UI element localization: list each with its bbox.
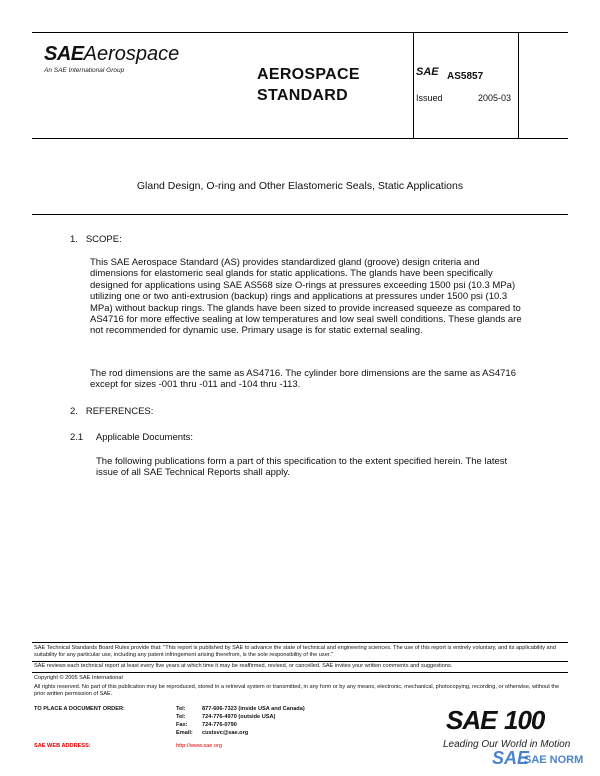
scope-paragraph-1: This SAE Aerospace Standard (AS) provides standardized gland (groove) design criteria and dimensions for elastomeric seal glands for static applications. The glands have been specifically designed for applications using SAE AS568 size O-rings at pressures exceeding 1500 psi (10.3 MPa) utilizing one or two anti-extrusion (backup) rings and applications at pressures under 1500 psi (10.3 MPa) without backup rings. The glands have been sized to provide increased squeeze as compared to AS4716 for more effective sealing at low temperatures and low seal swell conditions. These glands are not recommended for dynamic use. Primary usage is for static external sealing. bbox=[90, 257, 522, 337]
footer-policy-1: SAE Technical Standards Board Rules provide that: "This report is published by SAE to advance the state of technical and engineering sciences. The use of this report is entirely voluntary, and its applicability and suitability for any particular use, including any patent infringement arising therefrom, is the sole responsibility of the user." bbox=[34, 645, 556, 659]
tel-value: 877-606-7323 (inside USA and Canada) bbox=[202, 706, 305, 712]
order-label: TO PLACE A DOCUMENT ORDER: bbox=[34, 706, 125, 712]
header-divider-2 bbox=[518, 32, 519, 139]
logo-100-number: 100 bbox=[504, 705, 545, 735]
document-title: Gland Design, O-ring and Other Elastomeric Seals, Static Applications bbox=[136, 180, 464, 192]
logo-tagline: An SAE International Group bbox=[44, 67, 125, 74]
slogan: Leading Our World in Motion bbox=[443, 739, 571, 750]
sae-100-logo bbox=[446, 705, 566, 735]
sae-aerospace-logo bbox=[44, 43, 179, 66]
references-heading: 2. REFERENCES: bbox=[70, 406, 154, 417]
watermark-sae: SAE bbox=[492, 748, 530, 768]
header-bottom-rule bbox=[32, 138, 568, 139]
watermark-norm: SAE NORM bbox=[524, 754, 584, 766]
logo-100-sae: SAE bbox=[446, 705, 497, 735]
footer-rule-2 bbox=[32, 661, 568, 662]
footer-rule-3 bbox=[32, 672, 568, 673]
tel2-value: 724-776-4970 (outside USA) bbox=[202, 714, 276, 720]
doc-number: AS5857 bbox=[447, 71, 484, 82]
logo-sae-text: SAE bbox=[44, 43, 84, 65]
header-divider-1 bbox=[413, 32, 414, 139]
tel2-label: Tel: bbox=[176, 714, 186, 720]
issued-label: Issued bbox=[416, 93, 443, 103]
scope-heading: 1. SCOPE: bbox=[70, 234, 122, 245]
web-link[interactable]: http://www.sae.org bbox=[176, 743, 223, 749]
fax-value: 724-776-0790 bbox=[202, 722, 237, 728]
doc-type-line2: STANDARD bbox=[257, 87, 348, 104]
header-top-rule bbox=[32, 32, 568, 33]
footer-copyright: Copyright © 2005 SAE International bbox=[34, 675, 123, 681]
email-value: custsvc@sae.org bbox=[202, 730, 249, 736]
scope-paragraph-2: The rod dimensions are the same as AS4716. The cylinder bore dimensions are the same as AS4716 except for sizes -001 thru -011 and -104 thru -113. bbox=[90, 368, 516, 391]
footer-policy-2: SAE reviews each technical report at least every five years at which time it may be reaffirmed, revised, or cancelled. SAE invites your written comments and suggestions. bbox=[34, 663, 453, 669]
footer-rights: All rights reserved. No part of this publication may be reproduced, stored in a retrieval system or transmitted, in any form or by any means, electronic, mechanical, photocopying, recording, or otherwise, without the prior written permission of SAE. bbox=[34, 684, 560, 698]
logo-aerospace-text: Aerospace bbox=[83, 43, 180, 65]
footer-top-rule bbox=[32, 642, 568, 643]
applicable-documents-paragraph: The following publications form a part of this specification to the extent specified herein. The latest issue of all SAE Technical Reports shall apply. bbox=[96, 456, 508, 479]
sae-mark: SAE bbox=[416, 66, 439, 78]
web-label: SAE WEB ADDRESS: bbox=[34, 743, 91, 749]
title-bottom-rule bbox=[32, 214, 568, 215]
doc-type-line1: AEROSPACE bbox=[257, 66, 360, 83]
applicable-documents-heading: 2.1 Applicable Documents: bbox=[70, 432, 194, 443]
tel-label: Tel: bbox=[176, 706, 186, 712]
issued-date: 2005-03 bbox=[478, 93, 512, 103]
email-label: Email: bbox=[176, 730, 193, 736]
fax-label: Fax: bbox=[176, 722, 188, 728]
